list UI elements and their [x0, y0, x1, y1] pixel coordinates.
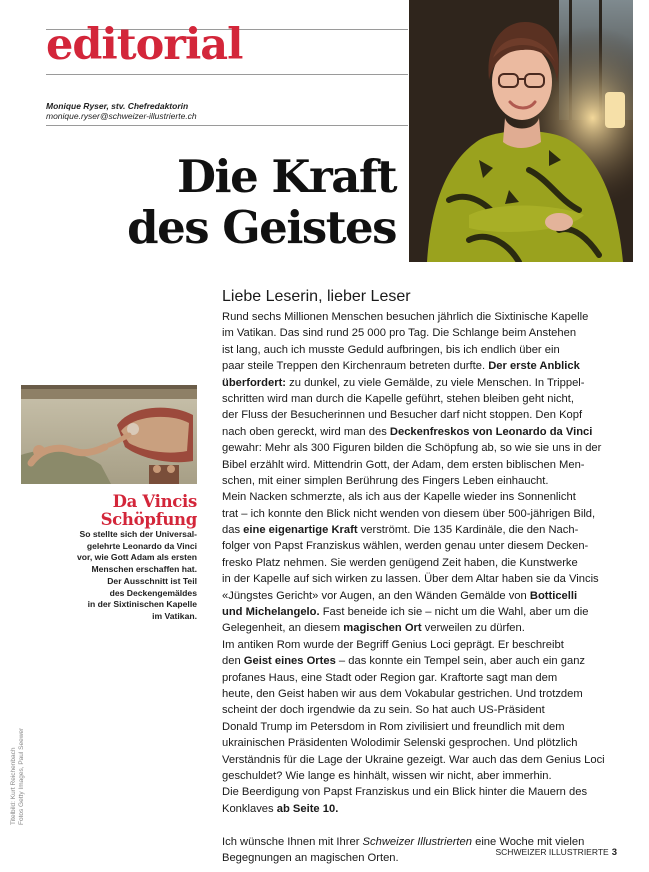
text-run: Ich wünsche Ihnen mit Ihrer: [222, 835, 363, 848]
text-run: zu dunkel, zu viele Gemälde, zu viele Menschen. In Trippel-: [286, 376, 585, 389]
article-line: [222, 620, 617, 636]
article-line: [222, 735, 617, 751]
article-line: [222, 670, 617, 686]
article-line: [222, 702, 617, 718]
caption-title-line-2: Schöpfung: [100, 510, 197, 529]
text-run: verweilen zu dürfen.: [421, 622, 525, 635]
text-run: eine Woche mit vielen: [471, 835, 585, 848]
text-run: Rund sechs Millionen Menschen besuchen jährlich die Sixtinische Kapelle: [222, 311, 589, 323]
article-line: [222, 457, 617, 473]
article-line: [222, 424, 617, 440]
article-line: [222, 473, 617, 489]
article-line: [222, 588, 617, 604]
text-run: Im antiken Rom wurde der Begriff Genius Loci geprägt. Er beschreibt: [222, 638, 564, 651]
caption-line: Der Ausschnitt ist Teil: [107, 575, 197, 586]
article-line: [222, 686, 617, 702]
caption-title: [60, 493, 197, 529]
text-run: in der Kapelle auf sich wirken zu lassen. Über dem Altar haben sie da Vincis: [222, 573, 599, 586]
caption-line: gelehrte Leonardo da Vinci: [86, 540, 197, 551]
article-line: [222, 768, 617, 784]
article-line: [222, 522, 617, 538]
section-title: editorial: [46, 20, 243, 70]
article-line: [222, 752, 617, 768]
text-run: im Vatikan. Das sind rund 25 000 pro Tag. Die Schlange beim Anstehen: [222, 327, 577, 340]
caption-line: vor, wie Gott Adam als ersten: [76, 552, 197, 563]
paragraph-gap: [222, 817, 617, 833]
article-line: [222, 801, 617, 817]
emphasis-bold: magischen Ort: [343, 622, 422, 635]
text-run: trat – ich konnte den Blick nicht wenden von diesem über 500-jährigen Bild,: [222, 507, 596, 520]
article-line: [222, 555, 617, 571]
article-line: [222, 358, 617, 374]
caption-line: in der Sixtinischen Kapelle: [87, 599, 197, 610]
article-line: [222, 375, 617, 391]
article-line: [222, 571, 617, 587]
text-run: geschuldet? Wie lange es hinhält, wissen wir nicht, aber immerhin.: [222, 769, 552, 782]
caption-line: des Deckengemäldes: [109, 587, 197, 598]
text-run: Begegnungen an magischen Orten.: [222, 851, 399, 864]
article-line: [222, 309, 617, 325]
article-line: [222, 325, 617, 341]
text-run: schritten wird man durch die Kapelle geführt, stehen bleiben geht nicht,: [222, 392, 574, 405]
photo-credit-line-2: Fotos Getty Images, Paul Seewer: [18, 727, 25, 825]
text-run: heute, den Geist haben wir aus dem Vokabular gestrichen. Und trotzdem: [222, 687, 583, 700]
caption-line: So stellte sich der Universal-: [79, 529, 197, 539]
emphasis-bold: Botticelli: [529, 589, 578, 602]
emphasis-bold: und Michelangelo.: [222, 606, 320, 619]
author-portrait-photo: [409, 0, 633, 262]
text-run: Konklaves: [222, 802, 277, 815]
headline: [100, 151, 396, 253]
text-run: das: [222, 524, 244, 537]
text-run: – das konnte ein Tempel sein, aber auch ein ganz: [335, 655, 586, 668]
text-run: Gelegenheit, an diesem: [222, 622, 344, 635]
article-body: [222, 309, 617, 866]
author-rule: [46, 125, 408, 126]
article-line: [222, 440, 617, 456]
header-rule-bottom: [46, 74, 408, 75]
text-run: scheint der doch irgendwie da zu sein. So hat auch US-Präsident: [222, 704, 545, 717]
text-run: paar steile Treppen den Kirchenraum betreten durfte.: [222, 360, 489, 373]
caption-line: Menschen erschaffen hat.: [91, 564, 197, 575]
author-email[interactable]: monique.ryser@schweizer-illustrierte.ch: [46, 111, 197, 121]
caption-title-line-1: Da Vincis: [112, 492, 197, 511]
article-line: [222, 784, 617, 800]
emphasis-italic: Schweizer Illustrierten: [362, 835, 472, 848]
headline-line-1: Die Kraft: [176, 150, 396, 203]
headline-line-2: des Geistes: [127, 201, 396, 254]
text-run: Bibel erzählt wird. Mittendrin Gott, der Adam, dem ersten biblischen Men-: [222, 458, 585, 471]
text-run: Fast beneide ich sie – nicht um die Wahl, aber um die: [319, 606, 589, 619]
text-run: gewahr: Mehr als 300 Figuren bilden die Schöpfung ab, so wie sie uns in der: [222, 442, 602, 455]
text-run: ist lang, auch ich musste Geduld aufbringen, bis ich endlich über ein: [222, 343, 560, 356]
emphasis-bold: überfordert:: [222, 376, 287, 389]
caption-line: im Vatikan.: [152, 610, 197, 621]
emphasis-bold: Geist eines Ortes: [243, 655, 336, 668]
article-line: [222, 604, 617, 620]
footer-publication: SCHWEIZER ILLUSTRIERTE: [495, 847, 609, 857]
text-run: schen, mit einer simplen Berührung des Fingers Leben einhaucht.: [222, 474, 549, 487]
text-run: «Jüngstes Gericht» vor Augen, an den Wänden Gemälde von: [222, 589, 530, 602]
article-line: [222, 653, 617, 669]
text-run: der Fluss der Besucherinnen und Besucher darf nicht stoppen. Den Kopf: [222, 409, 583, 422]
text-run: nach oben gereckt, wird man des: [222, 425, 390, 438]
text-run: den: [222, 655, 244, 668]
article-line: [222, 342, 617, 358]
text-run: profanes Haus, eine Stadt oder Region gar. Kraftorte sagt man dem: [222, 671, 558, 684]
article-line: [222, 637, 617, 653]
emphasis-bold: ab Seite 10.: [276, 802, 339, 815]
article-line: [222, 391, 617, 407]
text-run: Donald Trump im Petersdom in Rom zivilisiert und freundlich mit dem: [222, 720, 565, 733]
emphasis-bold: eine eigenartige Kraft: [243, 524, 358, 537]
article-line: [222, 489, 617, 505]
article-line: [222, 506, 617, 522]
emphasis-bold: Der erste Anblick: [488, 360, 580, 373]
article-line: [222, 407, 617, 423]
photo-credit-line-1: Titelbild: Kurt Reichenbach: [10, 747, 17, 825]
photo-credit: [10, 728, 26, 825]
article-salutation: Liebe Leserin, lieber Leser: [222, 288, 411, 305]
page-footer: [445, 847, 617, 858]
text-run: folger von Papst Franziskus wählen, werden genau unter diesem Decken-: [222, 540, 589, 553]
text-run: Mein Nacken schmerzte, als ich aus der Kapelle wieder ins Sonnenlicht: [222, 491, 576, 504]
fresco-image: [21, 385, 197, 484]
text-run: Die Beerdigung von Papst Franziskus und ein Blick hinter die Mauern des: [222, 786, 588, 799]
article-line: [222, 719, 617, 735]
page-number: 3: [611, 847, 617, 858]
text-run: ukrainischen Präsidenten Wolodimir Selenski gesprochen. Und plötzlich: [222, 737, 578, 750]
author-name: Monique Ryser, stv. Chefredaktorin: [46, 101, 189, 111]
text-run: Verständnis für die Lage der Ukraine gezeigt. War auch das dem Genius Loci: [222, 753, 605, 766]
text-run: fresko Platz nehmen. Sie werden genügend Zeit haben, die Kunstwerke: [222, 556, 578, 569]
article-line: [222, 538, 617, 554]
text-run: verströmt. Die 135 Kardinäle, die den Nach-: [357, 524, 579, 537]
emphasis-bold: Deckenfreskos von Leonardo da Vinci: [389, 425, 593, 438]
caption-text: [60, 529, 197, 623]
